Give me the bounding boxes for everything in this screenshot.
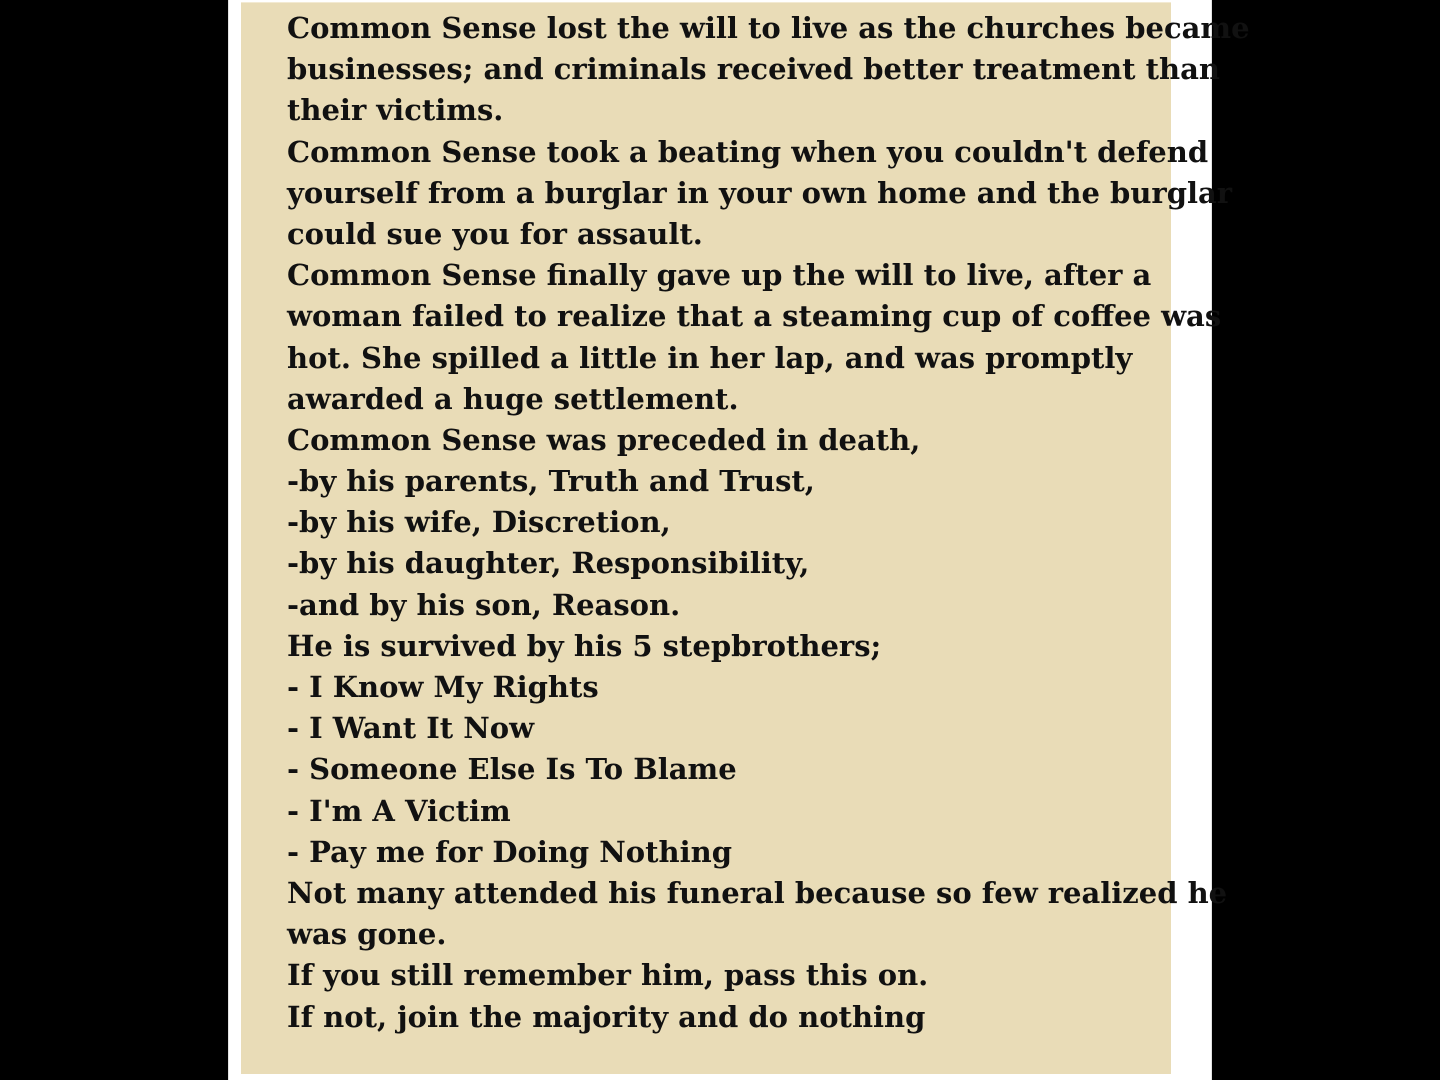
- post-line: - Someone Else Is To Blame: [287, 752, 737, 787]
- post-line: Common Sense finally gave up the will to live, after a: [287, 258, 1152, 293]
- post-line: If not, join the majority and do nothing: [287, 999, 926, 1034]
- post-line: -by his wife, Discretion,: [287, 505, 671, 540]
- page-frame: [228, 0, 1250, 1080]
- post-line: was gone.: [287, 917, 447, 952]
- post-line: yourself from a burglar in your own home and the burglar: [287, 175, 1233, 210]
- post-line: - I'm A Victim: [287, 793, 511, 828]
- post-line: If you still remember him, pass this on.: [287, 958, 929, 993]
- post-line: He is survived by his 5 stepbrothers;: [287, 628, 882, 663]
- post-line: awarded a huge settlement.: [287, 381, 739, 416]
- post-line: - I Want It Now: [287, 711, 535, 746]
- post-line: -by his parents, Truth and Trust,: [287, 464, 815, 499]
- post-line: - I Know My Rights: [287, 670, 599, 704]
- post-body-text: [287, 8, 1250, 1038]
- post-line: Common Sense lost the will to live as the churches became: [287, 11, 1250, 45]
- post-line: -and by his son, Reason.: [287, 587, 681, 622]
- post-line: Not many attended his funeral because so few realized he: [287, 875, 1228, 910]
- post-line: hot. She spilled a little in her lap, and was promptly: [287, 340, 1133, 375]
- post-card: [241, 2, 1250, 1074]
- post-line: - Pay me for Doing Nothing: [287, 834, 732, 869]
- post-line: businesses; and criminals received better treatment than: [287, 52, 1220, 87]
- post-line: Common Sense was preceded in death,: [287, 422, 921, 457]
- post-footer-strip: [241, 1074, 1171, 1080]
- post-line: their victims.: [287, 93, 504, 128]
- post-line: -by his daughter, Responsibility,: [287, 546, 810, 581]
- post-line: woman failed to realize that a steaming cup of coffee was: [287, 299, 1222, 334]
- post-line: Common Sense took a beating when you couldn't defend: [287, 134, 1209, 169]
- post-line: could sue you for assault.: [287, 216, 703, 251]
